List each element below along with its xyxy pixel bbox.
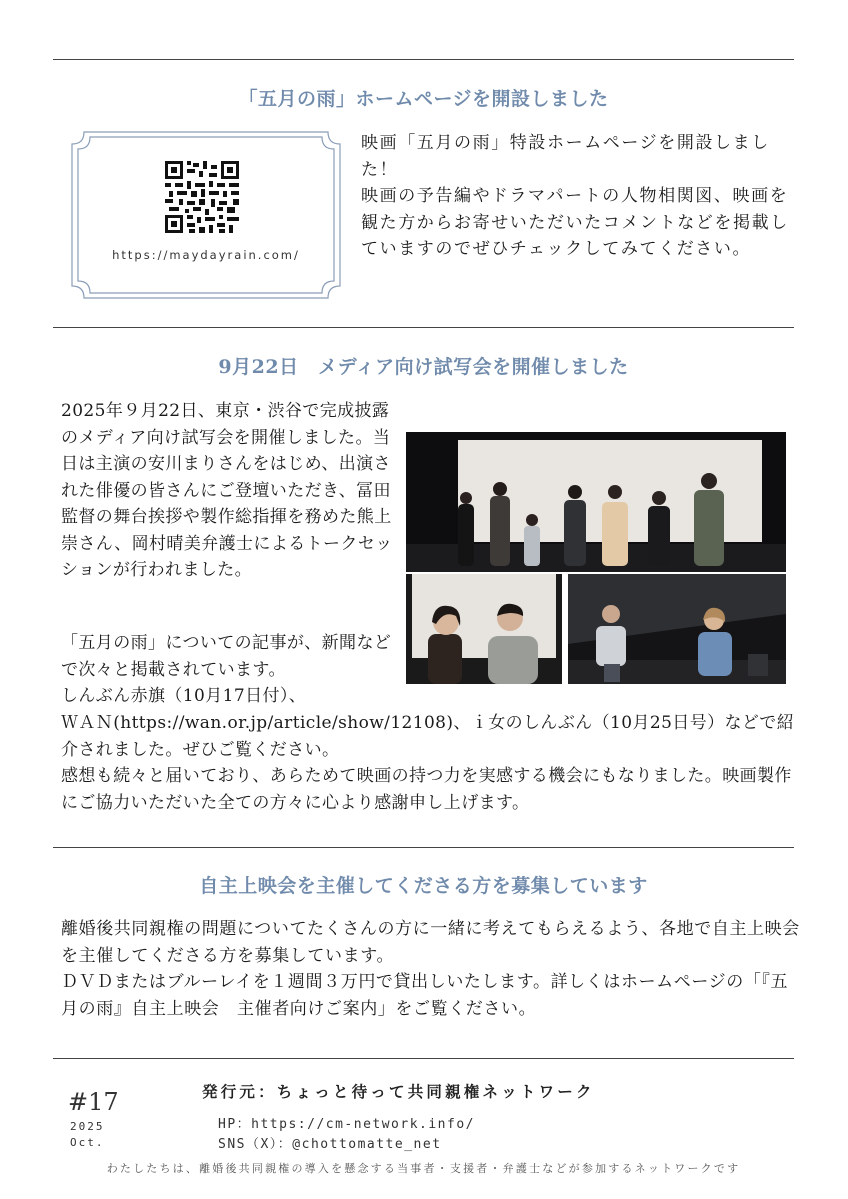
stage-greeting-image [406, 432, 786, 572]
photo-talk-actors [406, 574, 562, 684]
section2-heading: 9月22日 メディア向け試写会を開催しました [218, 356, 629, 378]
publisher-name: 発行元：ちょっと待って共同親権ネットワーク [202, 1083, 595, 1101]
divider-section3 [53, 847, 794, 848]
issue-month: Oct. [70, 1136, 105, 1149]
qr-url-text[interactable]: https://maydayrain.com/ [112, 248, 300, 262]
section2-paragraph-articles: 「五月の雨」についての記事が、新聞などで次々と掲載されています。 しんぶん赤旗（10月17日付）、 [61, 633, 392, 706]
divider-top [53, 59, 794, 60]
qr-code-graphic [165, 161, 239, 233]
talk-session-image [568, 574, 786, 684]
talk-actors-image [406, 574, 562, 684]
homepage-link[interactable]: HP：https://cm-network.info/ [218, 1117, 475, 1132]
section2-paragraph-event: 2025年９月22日、東京・渋谷で完成披露のメディア向け試写会を開催しました。当日は主演の安川まりさんをはじめ、出演された俳優の皆さんにご登壇いただき、冨田監督の舞台挨拶や製作総指揮を務めた熊上崇さん、岡村晴美弁護士によるトークセッションが行われました。 [61, 401, 393, 580]
section1-heading: 「五月の雨」ホームページを開設しました [238, 88, 609, 110]
photo-talk-session [568, 574, 786, 684]
section3-body: 離婚後共同親権の問題についてたくさんの方に一緒に考えてもらえるよう、各地で自主上映会を主催してくださる方を募集しています。 ＤＶＤまたはブルーレイを１週間３万円で貸出しいたします。詳しくはホームページの「『五月の雨』自主上映会 主催者向けご案内」をご覧ください。 [61, 919, 800, 1019]
section3-heading: 自主上映会を主催してくださる方を募集しています [199, 875, 648, 897]
section2-paragraph-media: ＷＡＮ(https://wan.or.jp/article/show/12108)、ｉ女のしんぶん（10月25日号）などで紹介されました。ぜひご覧ください。 感想も続々と届いており、あらためて映画の持つ力を実感する機会にもなりました。映画製作にご協力いただいた全ての方々に心より感謝申し上げます。 [61, 713, 795, 813]
divider-section2 [53, 327, 794, 328]
qr-code-icon[interactable] [165, 161, 239, 233]
photo-stage-greeting [406, 432, 786, 572]
issue-number: #17 [68, 1088, 119, 1116]
divider-footer [53, 1058, 794, 1059]
sns-link[interactable]: SNS（X）：@chottomatte_net [218, 1137, 442, 1152]
section1-body: 映画「五月の雨」特設ホームページを開設しました！ 映画の予告編やドラマパートの人物相関図、映画を観た方からお寄せいただいたコメントなどを掲載していますのでぜひチェックしてみてください。 [361, 133, 789, 259]
network-tagline: わたしたちは、離婚後共同親権の導入を懸念する当事者・支援者・弁護士などが参加するネットワークです [106, 1162, 741, 1175]
issue-year: 2025 [70, 1120, 105, 1133]
